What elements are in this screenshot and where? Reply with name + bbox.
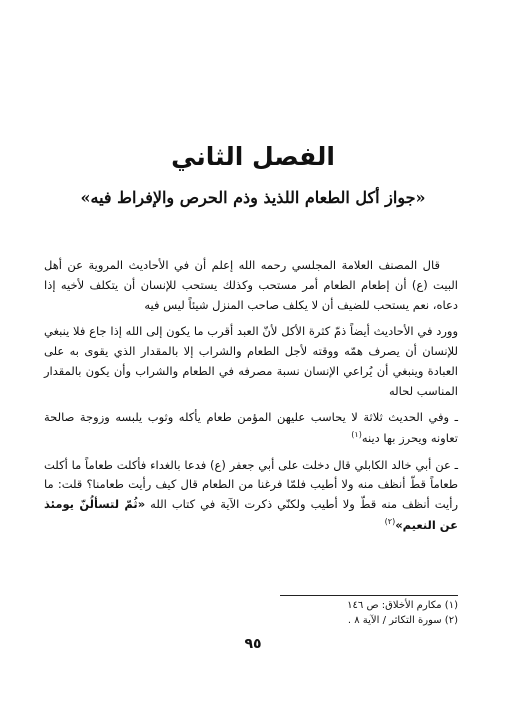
quran-verse: «ثُمّ لتسألُنّ يومئذ عن النعيم»: [44, 497, 458, 532]
footnote-ref-2: (٢): [384, 517, 396, 527]
page-number: ٩٥: [244, 636, 262, 652]
paragraph-hadith-three: ـ وفي الحديث ثلاثة لا يحاسب عليهن المؤمن طعام يأكله وثوب يلبسه وزوجة صالحة تعاونه ويحرز بها دينه$^{(١)}$: [44, 410, 458, 445]
body-text: [44, 256, 458, 543]
paragraph-abu-khalid: ـ عن أبي خالد الكابلي قال دخلت على أبي جعفر (ع) فدعا بالغداء فأكلت طعاماً ما أكلت طعاماً قطّ أنظف منه ولا أطيب فلمّا فرغنا من الطعام قال كيف رأيت طعامنا؟ قلت: ما رأيت أنظف منه قطّ ولا أطيب ولكنّي ذكرت الآية في كتاب الله «ثُمّ لتسألُنّ يومئذ عن النعيم»$^{(٢)}$: [44, 457, 458, 532]
footnote-divider: [280, 595, 458, 596]
paragraph-excess-eating: وورد في الأحاديث أيضاً ذمّ كثرة الأكل لأنّ العبد أقرب ما يكون إلى الله إذا جاع فلا ينبغي للإنسان أن يصرف همّه ووقته لأجل الطعام والشراب إلا بالمقدار الذي يقوى به على العبادة وينبغي أن يُراعي الإنسان نسبة مصرفه في الطعام والشراب وأن يكون بالمقدار المناسب لحاله: [44, 324, 458, 398]
footnote-2: (٢) سورة التكاثر / الآية ٨ .: [347, 614, 458, 626]
footnote-1: (١) مكارم الأخلاق: ص ١٤٦: [347, 600, 458, 611]
chapter-title: الفصل الثاني: [171, 142, 335, 171]
footnote-ref-1: (١): [351, 430, 362, 440]
footnotes: [198, 599, 458, 628]
chapter-subtitle: «جواز أكل الطعام اللذيذ وذم الحرص والإفراط فيه»: [80, 188, 426, 207]
paragraph-intro: قال المصنف العلامة المجلسي رحمه الله إعلم أن في الأحاديث المروية عن أهل البيت (ع) أن إطعام الطعام أمر مستحب وكذلك يستحب للإنسان أن يتكلف لأخيه إذا دعاه، نعم يستحب للضيف أن لا يكلف صاحب المنزل شيئاً ليس فيه: [44, 258, 458, 312]
